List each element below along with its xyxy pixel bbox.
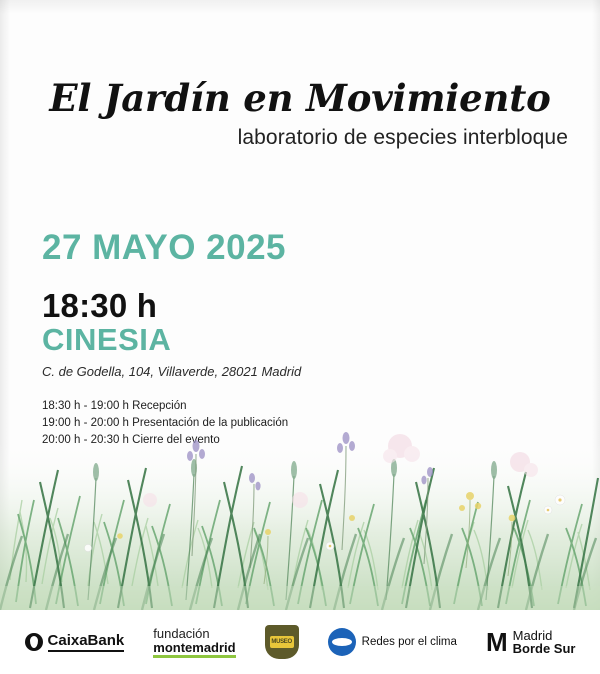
caixabank-label: CaixaBank xyxy=(48,632,125,652)
event-venue: CINESIA xyxy=(42,322,172,357)
logo-museo-shield xyxy=(265,625,299,659)
montemadrid-line1: fundación xyxy=(153,625,210,641)
logo-montemadrid xyxy=(153,627,235,658)
schedule-item: 18:30 h - 19:00 h Recepción xyxy=(42,400,187,412)
edge-shading-top xyxy=(0,0,600,14)
montemadrid-line2: montemadrid xyxy=(153,641,235,658)
caixabank-star-icon xyxy=(25,633,43,651)
shield-icon xyxy=(265,625,299,659)
clima-label: Redes por el clima xyxy=(361,636,457,648)
borde-sur-m-icon: M xyxy=(485,627,508,657)
logo-redes-por-el-clima xyxy=(328,628,457,656)
event-time: 18:30 h xyxy=(42,287,158,324)
event-address: C. de Godella, 104, Villaverde, 28021 Madrid xyxy=(42,364,302,379)
sponsor-logo-strip xyxy=(0,610,600,674)
page-subtitle: laboratorio de especies interbloque xyxy=(237,126,568,149)
borde-sur-line2: Borde Sur xyxy=(512,641,576,656)
shield-label: MUSEO xyxy=(270,636,294,648)
schedule-item: 19:00 h - 20:00 h Presentación de la publicación xyxy=(42,417,289,429)
clima-circle-icon xyxy=(328,628,356,656)
page-title: El Jardín en Movimiento xyxy=(49,76,551,120)
event-date: 27 MAYO 2025 xyxy=(42,228,287,267)
borde-sur-line1: Madrid xyxy=(512,628,553,643)
borde-sur-text xyxy=(513,629,576,655)
meadow-illustration xyxy=(0,350,600,610)
logo-madrid-borde-sur xyxy=(486,629,576,655)
logo-caixabank xyxy=(25,632,125,652)
